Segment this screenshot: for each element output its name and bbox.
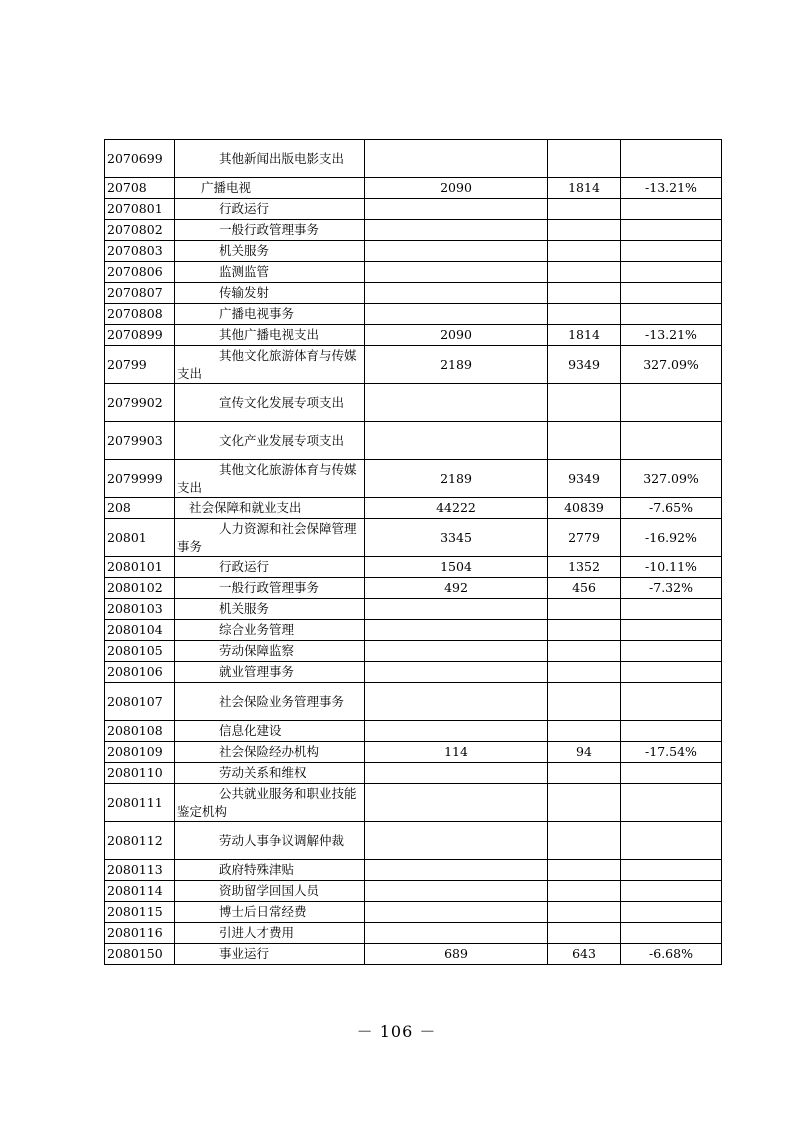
table-row <box>105 262 722 283</box>
change-percent-cell <box>621 822 722 860</box>
account-code-cell: 2080101 <box>105 557 175 578</box>
current-amount-cell <box>548 881 621 902</box>
previous-amount-cell <box>365 902 548 923</box>
previous-amount-cell: 689 <box>365 944 548 965</box>
change-percent-cell <box>621 662 722 683</box>
account-code-cell: 2080114 <box>105 881 175 902</box>
item-name-cell: 就业管理事务 <box>175 662 365 683</box>
previous-amount-cell: 492 <box>365 578 548 599</box>
account-code-cell: 2080104 <box>105 620 175 641</box>
table-row <box>105 199 722 220</box>
current-amount-cell: 40839 <box>548 498 621 519</box>
item-name-cell: 博士后日常经费 <box>175 902 365 923</box>
previous-amount-cell <box>365 763 548 784</box>
change-percent-cell <box>621 923 722 944</box>
table-row <box>105 460 722 498</box>
change-percent-cell <box>621 283 722 304</box>
table-row <box>105 599 722 620</box>
item-name-cell: 文化产业发展专项支出 <box>175 422 365 460</box>
current-amount-cell <box>548 283 621 304</box>
current-amount-cell <box>548 620 621 641</box>
previous-amount-cell <box>365 199 548 220</box>
item-name-cell: 社会保险业务管理事务 <box>175 683 365 721</box>
change-percent-cell: -16.92% <box>621 519 722 557</box>
previous-amount-cell: 2189 <box>365 460 548 498</box>
current-amount-cell <box>548 721 621 742</box>
account-code-cell: 2080113 <box>105 860 175 881</box>
table-row <box>105 384 722 422</box>
account-code-cell: 2079999 <box>105 460 175 498</box>
table-row <box>105 140 722 178</box>
table-row <box>105 683 722 721</box>
item-name-cell: 综合业务管理 <box>175 620 365 641</box>
account-code-cell: 2070801 <box>105 199 175 220</box>
account-code-cell: 2080112 <box>105 822 175 860</box>
current-amount-cell: 1814 <box>548 178 621 199</box>
previous-amount-cell <box>365 283 548 304</box>
table-row <box>105 422 722 460</box>
table-row <box>105 881 722 902</box>
previous-amount-cell <box>365 784 548 822</box>
item-name-cell: 事业运行 <box>175 944 365 965</box>
change-percent-cell <box>621 384 722 422</box>
current-amount-cell <box>548 241 621 262</box>
item-name-cell: 信息化建设 <box>175 721 365 742</box>
current-amount-cell: 2779 <box>548 519 621 557</box>
table-row <box>105 742 722 763</box>
previous-amount-cell: 2189 <box>365 346 548 384</box>
account-code-cell: 2070802 <box>105 220 175 241</box>
budget-table-body <box>105 140 722 965</box>
account-code-cell: 2080109 <box>105 742 175 763</box>
current-amount-cell: 9349 <box>548 346 621 384</box>
current-amount-cell <box>548 262 621 283</box>
account-code-cell: 20801 <box>105 519 175 557</box>
account-code-cell: 2080103 <box>105 599 175 620</box>
item-name-cell: 监测监管 <box>175 262 365 283</box>
previous-amount-cell <box>365 304 548 325</box>
previous-amount-cell <box>365 662 548 683</box>
table-row <box>105 325 722 346</box>
account-code-cell: 2070806 <box>105 262 175 283</box>
item-name-cell: 一般行政管理事务 <box>175 578 365 599</box>
previous-amount-cell <box>365 860 548 881</box>
change-percent-cell <box>621 784 722 822</box>
table-row <box>105 498 722 519</box>
change-percent-cell <box>621 860 722 881</box>
change-percent-cell <box>621 763 722 784</box>
current-amount-cell <box>548 304 621 325</box>
change-percent-cell <box>621 199 722 220</box>
item-name-cell: 其他文化旅游体育与传媒支出 <box>175 346 365 384</box>
account-code-cell: 2080115 <box>105 902 175 923</box>
current-amount-cell <box>548 763 621 784</box>
change-percent-cell <box>621 304 722 325</box>
budget-table <box>104 139 722 965</box>
change-percent-cell: -7.32% <box>621 578 722 599</box>
table-row <box>105 557 722 578</box>
page-number: － 106 － <box>356 1022 437 1041</box>
table-row <box>105 944 722 965</box>
current-amount-cell: 9349 <box>548 460 621 498</box>
account-code-cell: 2079902 <box>105 384 175 422</box>
current-amount-cell: 94 <box>548 742 621 763</box>
current-amount-cell: 456 <box>548 578 621 599</box>
account-code-cell: 2080111 <box>105 784 175 822</box>
item-name-cell: 劳动保障监察 <box>175 641 365 662</box>
change-percent-cell: -17.54% <box>621 742 722 763</box>
current-amount-cell <box>548 140 621 178</box>
table-row <box>105 763 722 784</box>
account-code-cell: 2080110 <box>105 763 175 784</box>
table-row <box>105 578 722 599</box>
table-row <box>105 860 722 881</box>
item-name-cell: 人力资源和社会保障管理事务 <box>175 519 365 557</box>
item-name-cell: 资助留学回国人员 <box>175 881 365 902</box>
current-amount-cell: 643 <box>548 944 621 965</box>
table-row <box>105 662 722 683</box>
change-percent-cell: -13.21% <box>621 325 722 346</box>
previous-amount-cell <box>365 683 548 721</box>
current-amount-cell <box>548 683 621 721</box>
previous-amount-cell: 44222 <box>365 498 548 519</box>
previous-amount-cell: 2090 <box>365 325 548 346</box>
table-row <box>105 902 722 923</box>
table-row <box>105 923 722 944</box>
current-amount-cell <box>548 599 621 620</box>
change-percent-cell <box>621 422 722 460</box>
item-name-cell: 社会保险经办机构 <box>175 742 365 763</box>
item-name-cell: 广播电视 <box>175 178 365 199</box>
item-name-cell: 机关服务 <box>175 599 365 620</box>
previous-amount-cell <box>365 641 548 662</box>
table-row <box>105 283 722 304</box>
table-row <box>105 346 722 384</box>
previous-amount-cell <box>365 620 548 641</box>
account-code-cell: 20799 <box>105 346 175 384</box>
change-percent-cell: -13.21% <box>621 178 722 199</box>
current-amount-cell <box>548 923 621 944</box>
item-name-cell: 劳动人事争议调解仲裁 <box>175 822 365 860</box>
item-name-cell: 公共就业服务和职业技能鉴定机构 <box>175 784 365 822</box>
current-amount-cell <box>548 902 621 923</box>
change-percent-cell: 327.09% <box>621 346 722 384</box>
table-row <box>105 784 722 822</box>
current-amount-cell: 1352 <box>548 557 621 578</box>
change-percent-cell <box>621 241 722 262</box>
previous-amount-cell <box>365 384 548 422</box>
account-code-cell: 2080116 <box>105 923 175 944</box>
previous-amount-cell <box>365 262 548 283</box>
change-percent-cell: -6.68% <box>621 944 722 965</box>
account-code-cell: 2080108 <box>105 721 175 742</box>
item-name-cell: 传输发射 <box>175 283 365 304</box>
account-code-cell: 2080107 <box>105 683 175 721</box>
current-amount-cell <box>548 384 621 422</box>
account-code-cell: 2080106 <box>105 662 175 683</box>
table-row <box>105 178 722 199</box>
current-amount-cell <box>548 422 621 460</box>
table-row <box>105 220 722 241</box>
table-row <box>105 519 722 557</box>
account-code-cell: 2070803 <box>105 241 175 262</box>
previous-amount-cell <box>365 599 548 620</box>
item-name-cell: 其他广播电视支出 <box>175 325 365 346</box>
previous-amount-cell <box>365 721 548 742</box>
previous-amount-cell <box>365 422 548 460</box>
previous-amount-cell <box>365 881 548 902</box>
previous-amount-cell <box>365 822 548 860</box>
item-name-cell: 行政运行 <box>175 199 365 220</box>
item-name-cell: 广播电视事务 <box>175 304 365 325</box>
change-percent-cell <box>621 220 722 241</box>
previous-amount-cell: 1504 <box>365 557 548 578</box>
change-percent-cell <box>621 641 722 662</box>
item-name-cell: 社会保障和就业支出 <box>175 498 365 519</box>
change-percent-cell <box>621 683 722 721</box>
account-code-cell: 2080150 <box>105 944 175 965</box>
item-name-cell: 机关服务 <box>175 241 365 262</box>
change-percent-cell <box>621 140 722 178</box>
account-code-cell: 2070807 <box>105 283 175 304</box>
previous-amount-cell: 2090 <box>365 178 548 199</box>
current-amount-cell <box>548 822 621 860</box>
change-percent-cell: -7.65% <box>621 498 722 519</box>
table-row <box>105 721 722 742</box>
change-percent-cell <box>621 902 722 923</box>
account-code-cell: 208 <box>105 498 175 519</box>
account-code-cell: 2070808 <box>105 304 175 325</box>
table-row <box>105 822 722 860</box>
account-code-cell: 2070699 <box>105 140 175 178</box>
change-percent-cell <box>621 599 722 620</box>
item-name-cell: 劳动关系和维权 <box>175 763 365 784</box>
account-code-cell: 2079903 <box>105 422 175 460</box>
item-name-cell: 宣传文化发展专项支出 <box>175 384 365 422</box>
change-percent-cell <box>621 262 722 283</box>
table-row <box>105 304 722 325</box>
change-percent-cell: 327.09% <box>621 460 722 498</box>
table-row <box>105 641 722 662</box>
current-amount-cell: 1814 <box>548 325 621 346</box>
previous-amount-cell: 114 <box>365 742 548 763</box>
item-name-cell: 一般行政管理事务 <box>175 220 365 241</box>
item-name-cell: 其他新闻出版电影支出 <box>175 140 365 178</box>
account-code-cell: 2070899 <box>105 325 175 346</box>
account-code-cell: 2080105 <box>105 641 175 662</box>
previous-amount-cell <box>365 923 548 944</box>
current-amount-cell <box>548 199 621 220</box>
current-amount-cell <box>548 220 621 241</box>
current-amount-cell <box>548 662 621 683</box>
previous-amount-cell <box>365 140 548 178</box>
change-percent-cell <box>621 881 722 902</box>
change-percent-cell <box>621 620 722 641</box>
item-name-cell: 引进人才费用 <box>175 923 365 944</box>
account-code-cell: 20708 <box>105 178 175 199</box>
current-amount-cell <box>548 784 621 822</box>
table-row <box>105 620 722 641</box>
change-percent-cell <box>621 721 722 742</box>
item-name-cell: 其他文化旅游体育与传媒支出 <box>175 460 365 498</box>
current-amount-cell <box>548 641 621 662</box>
item-name-cell: 政府特殊津贴 <box>175 860 365 881</box>
previous-amount-cell <box>365 241 548 262</box>
previous-amount-cell: 3345 <box>365 519 548 557</box>
current-amount-cell <box>548 860 621 881</box>
table-row <box>105 241 722 262</box>
change-percent-cell: -10.11% <box>621 557 722 578</box>
item-name-cell: 行政运行 <box>175 557 365 578</box>
account-code-cell: 2080102 <box>105 578 175 599</box>
previous-amount-cell <box>365 220 548 241</box>
